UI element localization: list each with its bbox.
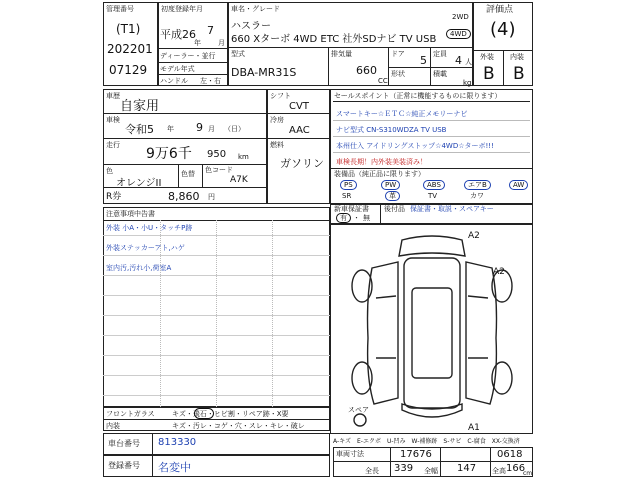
handle-label: ハンドル bbox=[160, 77, 188, 85]
shaken-day: （日） bbox=[224, 125, 245, 133]
drive-4wd: 4WD bbox=[446, 29, 471, 39]
color-code: A7K bbox=[230, 175, 248, 185]
manual-yes: 有 bbox=[336, 213, 351, 223]
after-value: 保証書・取説・スペアキー bbox=[410, 205, 494, 213]
manual-label: 新車保証書 bbox=[334, 205, 369, 213]
exterior-grade: B bbox=[483, 64, 495, 84]
color-value: オレンジII bbox=[116, 178, 162, 189]
equip-abs: ABS bbox=[423, 180, 445, 190]
sales-line-1: スマートキー☆ＥＴＣ☆純正メモリーナビ bbox=[336, 110, 468, 118]
damage-legend: A-キズ E-エクボ U-凹み W-補修跡 S-サビ C-腐食 XX-交換済 bbox=[333, 438, 520, 445]
glass-label: フロントガラス bbox=[106, 410, 155, 418]
diagram-label-a2-top: A2 bbox=[468, 231, 480, 241]
usage-value: 自家用 bbox=[120, 99, 160, 114]
shodo-era: 平成26 bbox=[160, 28, 196, 41]
shodo-month-suffix: 月 bbox=[218, 39, 225, 47]
kg-unit: kg bbox=[463, 79, 472, 87]
chassis-value: 813330 bbox=[158, 437, 197, 448]
equip-pw: PW bbox=[381, 180, 400, 190]
mileage-sub: 950 bbox=[207, 149, 227, 160]
equip-kawa: カワ bbox=[470, 192, 484, 200]
model-label: 型式 bbox=[231, 50, 245, 58]
shape-label: 形状 bbox=[391, 70, 405, 78]
recycle-value: 8,860 bbox=[168, 190, 200, 203]
exterior-label: 外装 bbox=[480, 53, 494, 61]
color-label: 色 bbox=[106, 167, 113, 175]
shift-value: CVT bbox=[289, 101, 309, 112]
recycle-label: R券 bbox=[106, 192, 122, 202]
diagram-label-a2-right: A2 bbox=[493, 267, 505, 277]
notes-line-1: 外装 小A・小U・タッチP跡 bbox=[106, 224, 193, 232]
load-label: 積載 bbox=[433, 70, 447, 78]
equipment-title: 装備品（純正品に限ります） bbox=[334, 170, 425, 178]
mileage-unit: km bbox=[238, 153, 249, 161]
equip-sr: SR bbox=[342, 192, 352, 200]
interior-grade: B bbox=[513, 64, 525, 84]
drive-2wd: 2WD bbox=[452, 13, 469, 21]
car-diagram bbox=[332, 228, 531, 431]
dim-width-label: 全幅 bbox=[424, 467, 438, 475]
shodo-label: 初度登録年月 bbox=[161, 5, 203, 13]
shaken-month-suffix: 月 bbox=[208, 125, 215, 133]
sales-line-3: 本州仕入 アイドリングストップ☆4WD☆ターボ!!! bbox=[336, 142, 494, 150]
dim-length-label: 全長 bbox=[365, 467, 379, 475]
shodo-month: 7 bbox=[207, 24, 214, 37]
mileage-label: 走行 bbox=[106, 141, 120, 149]
equip-tv: TV bbox=[428, 192, 438, 200]
displacement-label: 排気量 bbox=[331, 50, 352, 58]
kanri-line-1: (T1) bbox=[116, 22, 141, 36]
shodo-year-suffix: 年 bbox=[194, 39, 201, 47]
dim-height-label: 全高 bbox=[492, 467, 506, 475]
fuel-label: 燃料 bbox=[270, 141, 284, 149]
spare-label: スペア bbox=[348, 406, 369, 414]
regist-value: 名変中 bbox=[158, 461, 191, 474]
handle-value: 左・右 bbox=[200, 77, 221, 85]
color-code-label: 色コード bbox=[205, 166, 233, 174]
misc-value-1: 17676 bbox=[400, 449, 432, 460]
cc-unit: CC bbox=[378, 77, 388, 85]
equip-leather: 革 bbox=[385, 191, 400, 201]
shaken-era: 令和5 bbox=[125, 123, 154, 136]
kanri-line-3: 07129 bbox=[109, 63, 148, 77]
shift-label: シフト bbox=[270, 92, 291, 100]
manual-no: 無 bbox=[363, 214, 370, 222]
dim-width-value: 147 bbox=[457, 463, 477, 474]
dealer-label: ディーラー・並行 bbox=[160, 52, 216, 60]
dims-unit: cm bbox=[523, 470, 533, 477]
doors-label: ドア bbox=[391, 50, 405, 58]
car-name: ハスラー bbox=[231, 21, 271, 32]
seats-value: 4 bbox=[455, 54, 462, 67]
seats-label: 定員 bbox=[433, 50, 447, 58]
carname-label: 車名・グレード bbox=[231, 5, 280, 13]
interior-label: 内装 bbox=[510, 53, 524, 61]
usage-label: 車歴 bbox=[106, 92, 120, 100]
notes-title: 注意事項中告書 bbox=[106, 210, 155, 218]
glass-value: キズ・飛石・ヒビ割・リペア跡・X要 bbox=[172, 410, 289, 418]
ac-label: 冷房 bbox=[270, 116, 284, 124]
interior-cond-value: キズ・汚レ・コゲ・穴・スレ・キレ・破レ bbox=[172, 422, 305, 430]
displacement-value: 660 bbox=[356, 64, 377, 77]
equip-ps: PS bbox=[340, 180, 357, 190]
shaken-month: 9 bbox=[196, 121, 203, 134]
shaken-year-suffix: 年 bbox=[167, 125, 174, 133]
ac-value: AAC bbox=[289, 125, 310, 136]
score-label: 評価点 bbox=[486, 5, 514, 15]
sales-line-4: 車検長期！内外装美装済み！ bbox=[336, 158, 427, 166]
sales-line-2: ナビ型式 CN-S310WDZA TV USB bbox=[336, 126, 447, 134]
recycle-unit: 円 bbox=[208, 193, 215, 201]
car-grade: 660 Xターボ 4WD ETC 社外SDナビ TV USB bbox=[231, 34, 437, 45]
fuel-value: ガソリン bbox=[280, 157, 324, 170]
dim-length-value: 339 bbox=[394, 463, 414, 474]
model-code: DBA-MR31S bbox=[231, 66, 297, 79]
seats-unit: 人 bbox=[465, 58, 472, 66]
color-no-label: 色替 bbox=[181, 170, 195, 178]
interior-cond-label: 内装 bbox=[106, 422, 120, 430]
dims-header: 車両寸法 bbox=[336, 450, 364, 458]
manual-sep: ・ bbox=[353, 214, 360, 222]
shaken-label: 車検 bbox=[106, 116, 120, 124]
equip-aw: AW bbox=[509, 180, 528, 190]
regist-label: 登録番号 bbox=[108, 461, 140, 470]
mileage-main: 9万6千 bbox=[146, 146, 192, 162]
kanri-label: 管理番号 bbox=[106, 5, 134, 13]
kanri-line-2: 202201 bbox=[107, 42, 153, 56]
after-label: 後付品 bbox=[384, 205, 405, 213]
chassis-label: 車台番号 bbox=[108, 439, 140, 448]
score-value: (4) bbox=[490, 19, 516, 40]
dim-height-value: 166 bbox=[506, 463, 526, 474]
stone-chip-circle bbox=[194, 408, 214, 419]
misc-value-2: 0618 bbox=[497, 449, 523, 460]
diagram-label-a1: A1 bbox=[468, 423, 480, 433]
notes-line-3: 室内汚,汚れ小,荷室A bbox=[106, 264, 172, 272]
model-year-label: モデル年式 bbox=[160, 65, 195, 73]
notes-line-2: 外装ステッカーアト,ハゲ bbox=[106, 244, 185, 252]
sales-title: セールスポイント（正常に機能するものに限ります） bbox=[334, 92, 502, 100]
doors-value: 5 bbox=[420, 54, 427, 67]
equip-airbag: エアB bbox=[464, 180, 491, 190]
